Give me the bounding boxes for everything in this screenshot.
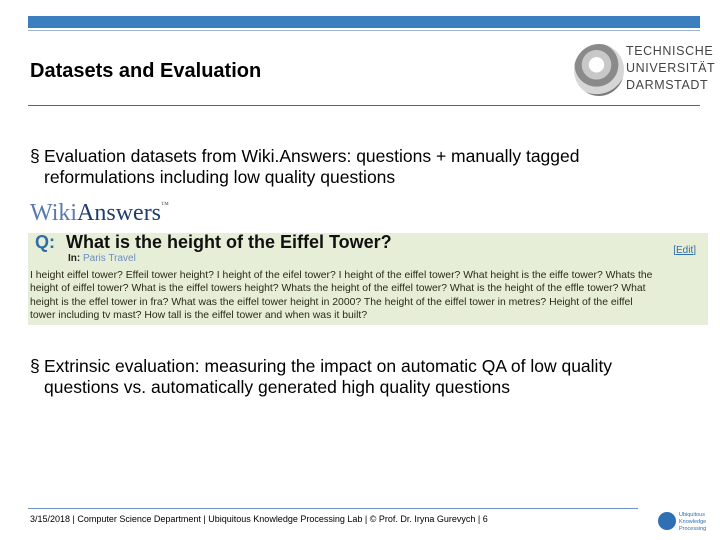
- bullet-extrinsic-evaluation: [30, 356, 670, 398]
- bullet-evaluation-datasets: [30, 146, 670, 188]
- reformulations-line: height of eiffel tower? What is the eiffel towers height? Whats the height of the eiffel tower? What is the height of the effle tower? What: [30, 283, 646, 295]
- footer-text: 3/15/2018 | Computer Science Department | Ubiquitous Knowledge Processing Lab | © Prof. Dr. Iryna Gurevych | 6: [30, 514, 488, 524]
- question-text: What is the height of the Eiffel Tower?: [66, 232, 392, 252]
- wikianswers-screenshot: [28, 233, 708, 325]
- question-label: Q:: [35, 232, 55, 252]
- reformulations-list: [30, 269, 704, 322]
- footer-divider: [28, 508, 638, 509]
- wikianswers-logo: WikiAnswers™: [30, 200, 169, 226]
- ukp-line-3: Processing: [679, 526, 707, 532]
- header-line: [28, 30, 700, 31]
- ukp-icon: [658, 512, 676, 530]
- athena-seal-icon: [574, 44, 624, 96]
- header-bar: [28, 16, 700, 28]
- bullet-marker: §: [30, 146, 40, 166]
- title-divider: [28, 105, 700, 106]
- bullet-text: Extrinsic evaluation: measuring the impact on automatic QA of low quality questions vs. automatically generated high quality questions: [44, 356, 613, 397]
- ukp-line-2: Knowledge: [679, 519, 707, 525]
- logo-line-2: UNIVERSITÄT: [626, 61, 716, 75]
- reformulations-line: height is the effel tower in fra? What was the eiffel tower height in 2000? The height of the eiffel tower in metres? Height of the eiffel: [30, 296, 633, 308]
- ukp-logo: [658, 510, 706, 536]
- bullet-marker: §: [30, 356, 40, 376]
- category-line: In: Paris Travel: [68, 253, 136, 264]
- logo-line-3: DARMSTADT: [626, 78, 709, 92]
- logo-line-1: TECHNISCHE: [626, 44, 714, 58]
- ukp-line-1: Ubiquitous: [679, 512, 705, 518]
- slide-title: Datasets and Evaluation: [30, 60, 262, 82]
- reformulations-line: I height eiffel tower? Effeil tower height? I height of the eifel tower? I height of the eiffel tower? What height is the eiffe tower? Whats the: [30, 270, 653, 281]
- edit-link: [Edit]: [673, 245, 696, 256]
- bullet-text: Evaluation datasets from Wiki.Answers: questions + manually tagged reformulations including low quality questions: [44, 146, 580, 187]
- reformulations-line: tower including tv mast? How tall is the eiffel tower and when was it built?: [30, 309, 368, 321]
- tu-darmstadt-logo: [568, 40, 716, 102]
- category-link: Paris Travel: [83, 253, 136, 264]
